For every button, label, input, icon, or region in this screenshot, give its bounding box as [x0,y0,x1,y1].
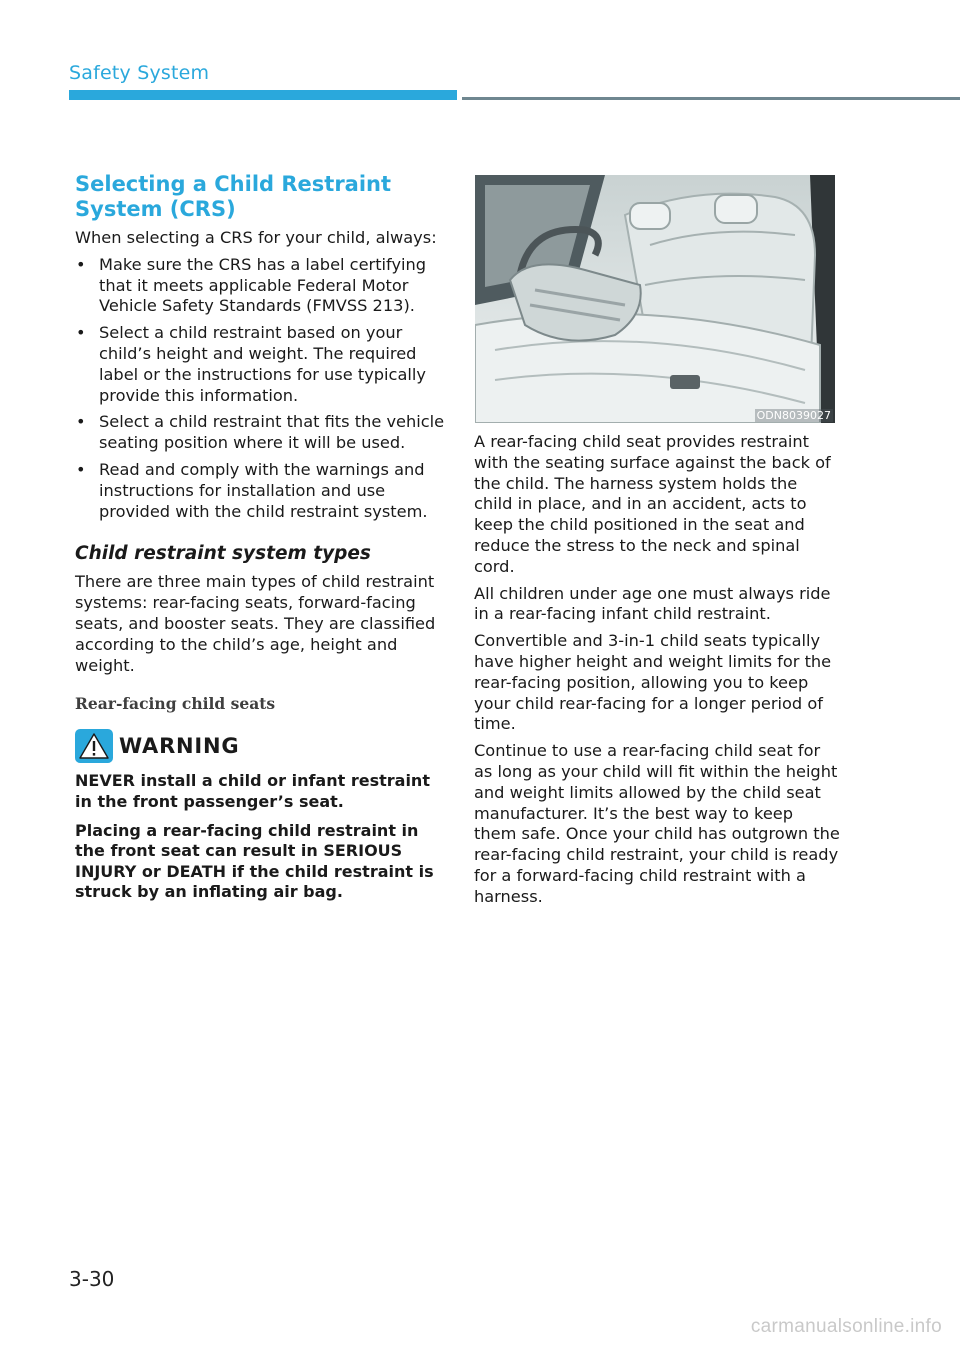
page-number: 3-30 [69,1267,115,1291]
warning-triangle-icon [75,729,113,763]
list-item: • Select a child restraint that fits the vehicle seating position where it will be used. [76,412,445,453]
warning-header [75,729,450,763]
bullet-icon: • [76,323,86,343]
left-column [75,172,450,903]
bullet-icon: • [76,254,86,274]
header-rule [462,97,960,100]
body-paragraph: Convertible and 3-in-1 child seats typically have higher height and weight limits for the rear-facing position, allowing you to keep your child rear-facing for a longer period of time. [474,631,832,734]
requirements-list [75,255,450,523]
bullet-icon: • [76,459,86,479]
warning-title: WARNING [119,734,240,759]
section-heading: Selecting a Child Restraint System (CRS) [75,172,392,221]
bullet-icon: • [76,412,86,432]
watermark: carmanualsonline.info [750,1316,942,1337]
list-item: • Select a child restraint based on your child’s height and weight. The required label or the instructions for use typically provide this information. [76,323,426,405]
types-text: There are three main types of child restraint systems: rear-facing seats, forward-facing seats, and booster seats. They are classified according to the child’s age, height and weight. [75,572,436,675]
header-rule-accent [69,90,457,100]
intro-text: When selecting a CRS for your child, always: [75,228,437,247]
right-column [474,432,840,908]
figure-code: ODN8039027 [756,409,831,422]
list-item: • Make sure the CRS has a label certifying that it meets applicable Federal Motor Vehicle Safety Standards (FMVSS 213). [76,254,427,316]
section-header: Safety System [69,62,210,84]
rear-seat-car-seat-image [475,175,835,423]
body-paragraph: Continue to use a rear-facing child seat for as long as your child will fit within the height and weight limits allowed by the child seat manufacturer. It’s the best way to keep them safe. Once your child has outgrown the rear-facing child restraint, your child is ready for a forward-facing child restraint with a harness. [474,741,840,906]
warning-text: Placing a rear-facing child restraint in the front seat can result in SERIOUS INJURY or DEATH if the child restraint is struck by an inflating air bag. [75,820,434,902]
body-paragraph: A rear-facing child seat provides restraint with the seating surface against the back of the child. The harness system holds the child in place, and in an accident, acts to keep the child positioned in the seat and reduce the stress to the neck and spinal cord. [474,432,831,576]
warning-text: NEVER install a child or infant restraint in the front passenger’s seat. [75,771,430,811]
body-paragraph: All children under age one must always ride in a rear-facing infant child restraint. [474,583,831,624]
list-item: • Read and comply with the warnings and instructions for installation and use provided with the child restraint system. [76,459,428,521]
subheading: Child restraint system types [75,543,371,565]
rear-seat-illustration [475,175,835,423]
rear-facing-heading: Rear-facing child seats [75,694,276,714]
